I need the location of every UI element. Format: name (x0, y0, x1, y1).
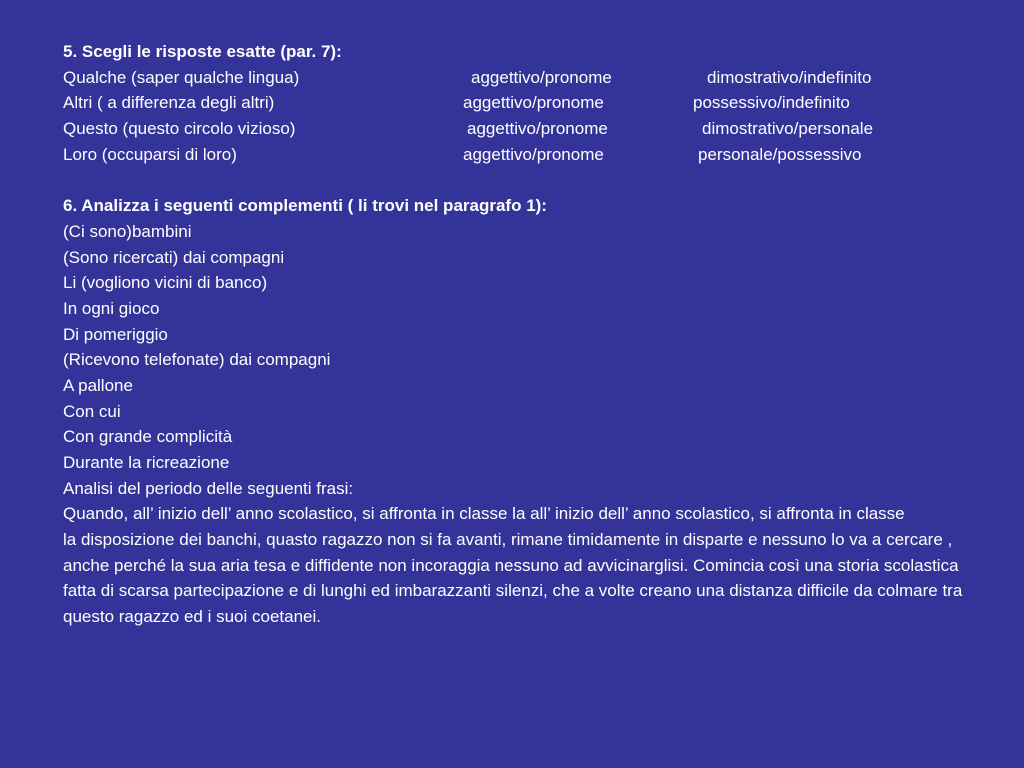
complement-item: Durante la ricreazione (63, 453, 230, 472)
analysis-paragraph: questo ragazzo ed i suoi coetanei. (63, 607, 322, 627)
analysis-paragraph: anche perché la sua aria tesa e diffidente non incoraggia nessuno ad avvicinarglisi. Comincia così una storia scolastica (63, 555, 959, 575)
choice-row (63, 116, 963, 142)
complement-item: (Ricevono telefonate) dai compagni (63, 350, 331, 370)
choice-row (63, 142, 963, 168)
choice-option-2: possessivo/indefinito (693, 93, 850, 113)
choice-option-2: personale/possessivo (698, 144, 862, 164)
choice-term: Questo (questo circolo vizioso) (63, 119, 296, 139)
choice-option-1: aggettivo/pronome (467, 119, 608, 139)
complement-item: Con grande complicità (63, 427, 233, 447)
complement-item: (Sono ricercati) dai compagni (63, 247, 285, 267)
choice-term: Loro (occuparsi di loro) (63, 144, 237, 164)
choice-option-1: aggettivo/pronome (463, 144, 604, 164)
choice-option-2: dimostrativo/indefinito (707, 67, 872, 87)
analysis-paragraph: fatta di scarsa partecipazione e di lunghi ed imbarazzanti silenzi, che a volte creano una distanza difficile da colmare tra (63, 581, 963, 601)
complement-item: Li (vogliono vicini di banco) (63, 273, 268, 293)
choice-option-1: aggettivo/pronome (463, 93, 604, 113)
complement-item: Con cui (63, 401, 121, 421)
choice-term: Altri ( a differenza degli altri) (63, 93, 275, 113)
slide-content (63, 39, 963, 630)
choice-term: Qualche (saper qualche lingua) (63, 67, 300, 87)
choice-option-1: aggettivo/pronome (471, 67, 612, 87)
section-5-heading: 5. Scegli le risposte esatte (par. 7): (63, 42, 342, 61)
analysis-paragraph: la disposizione dei banchi, quasto ragazzo non si fa avanti, rimane timidamente in disparte e nessuno lo va a cercare , (63, 530, 953, 550)
analysis-paragraph: Quando, all’ inizio dell’ anno scolastico, si affronta in classe la all’ inizio dell’ anno scolastico, si affronta in classe (63, 504, 905, 524)
complement-item: In ogni gioco (63, 298, 160, 318)
blank-line (63, 167, 963, 193)
choice-row (63, 90, 963, 116)
choice-row (63, 65, 963, 91)
analysis-heading: Analisi del periodo delle seguenti frasi: (63, 478, 354, 498)
choice-option-2: dimostrativo/personale (702, 119, 874, 139)
complement-item: (Ci sono)bambini (63, 221, 192, 241)
complement-item: Di pomeriggio (63, 324, 168, 344)
complement-item: A pallone (63, 375, 133, 395)
section-6-heading: 6. Analizza i seguenti complementi ( li trovi nel paragrafo 1): (63, 196, 547, 216)
